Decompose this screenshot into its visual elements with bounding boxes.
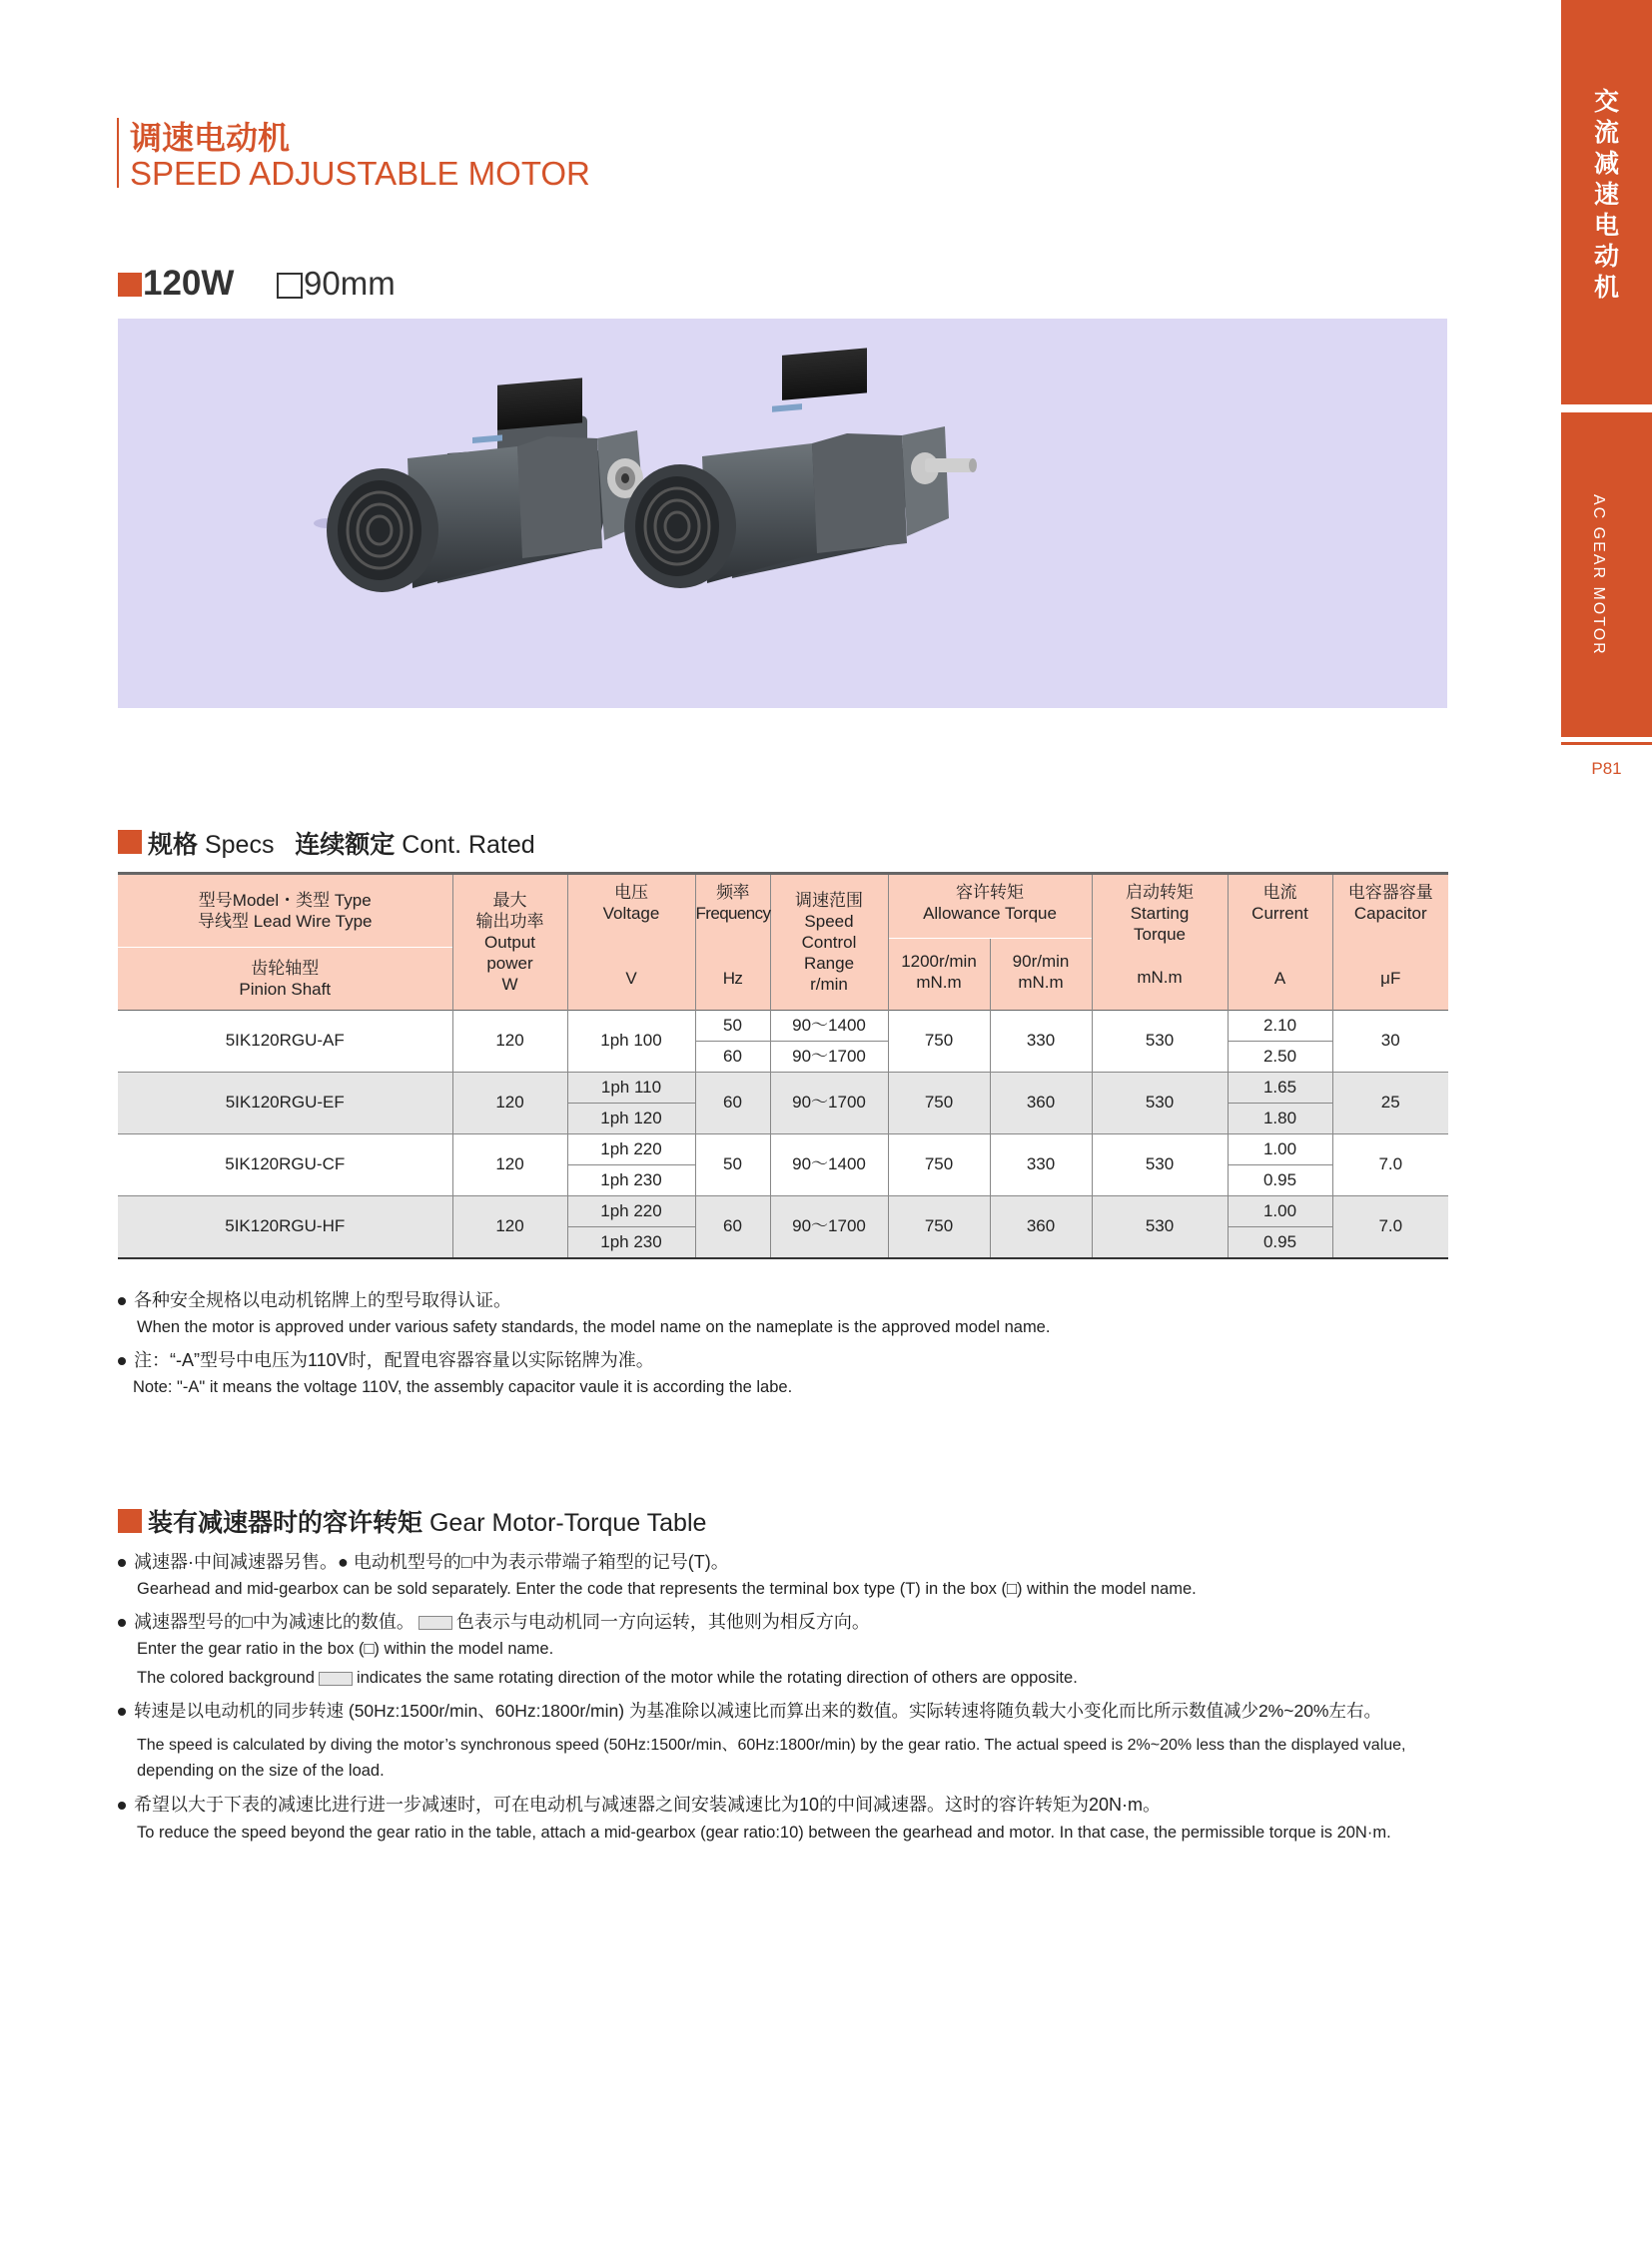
cell-power: 120 <box>452 1072 567 1133</box>
note-2-en: Note: "-A" it means the voltage 110V, the assembly capacitor vaule it is according the labe. <box>133 1378 793 1396</box>
specs-table <box>118 872 1448 1259</box>
cell-torque-90: 330 <box>990 1010 1092 1072</box>
header-allowance-torque: 容许转矩 Allowance Torque <box>888 874 1092 939</box>
cell-current: 2.50 <box>1228 1041 1332 1072</box>
page-title-en: SPEED ADJUSTABLE MOTOR <box>130 155 590 192</box>
cell-current: 2.10 <box>1228 1010 1332 1041</box>
header-starting-torque: 启动转矩 Starting Torque mN.m <box>1092 874 1228 1011</box>
cell-frequency: 60 <box>695 1072 770 1133</box>
cell-frequency: 60 <box>695 1195 770 1258</box>
cell-capacitor: 7.0 <box>1332 1195 1448 1258</box>
cell-speed-range: 90～1400 <box>770 1010 888 1041</box>
cell-model: 5IK120RGU-EF <box>118 1072 452 1133</box>
product-photos <box>118 319 1447 708</box>
gear-note-3-en-1: The speed is calculated by diving the motor’s synchronous speed (50Hz:1500r/min、60Hz:1800r/min) by the gear ratio. The actual speed is 2%~20% less than the displayed value, <box>137 1737 1406 1754</box>
bullet-icon <box>118 1297 126 1305</box>
cell-voltage: 1ph 230 <box>567 1164 695 1195</box>
cell-speed-range: 90～1700 <box>770 1195 888 1258</box>
gear-note-1-cn: 减速器·中间减速器另售。● 电动机型号的□中为表示带端子箱型的记号(T)。 <box>118 1548 729 1574</box>
title-accent-bar <box>117 118 119 188</box>
gear-note-2-cn: 减速器型号的□中为减速比的数值。 色表示与电动机同一方向运转，其他则为相反方向。 <box>118 1608 870 1634</box>
product-photo-panel <box>118 319 1447 708</box>
cell-current: 0.95 <box>1228 1226 1332 1258</box>
sidebar-category-en: AC GEAR MOTOR <box>1590 494 1607 656</box>
cell-speed-range: 90～1700 <box>770 1072 888 1133</box>
gear-note-2-en-2: The colored background indicates the same rotating direction of the motor while the rotating direction of others are opposite. <box>137 1669 1078 1687</box>
bullet-icon <box>118 1708 126 1716</box>
cell-model: 5IK120RGU-AF <box>118 1010 452 1072</box>
colored-background-swatch <box>319 1672 353 1686</box>
section-square-icon <box>118 1509 142 1533</box>
gear-note-3-en-2: depending on the size of the load. <box>137 1762 385 1780</box>
cell-current: 1.80 <box>1228 1103 1332 1133</box>
cell-voltage: 1ph 100 <box>567 1010 695 1072</box>
cell-torque-1200: 750 <box>888 1010 990 1072</box>
header-voltage: 电压 Voltage V <box>567 874 695 1011</box>
cell-power: 120 <box>452 1010 567 1072</box>
header-pinion-shaft: 齿轮轴型 Pinion Shaft <box>118 947 452 1010</box>
bullet-icon <box>118 1357 126 1365</box>
cell-model: 5IK120RGU-HF <box>118 1195 452 1258</box>
cell-voltage: 1ph 220 <box>567 1195 695 1226</box>
cell-torque-90: 330 <box>990 1133 1092 1195</box>
gear-note-3-cn: 转速是以电动机的同步转速 (50Hz:1500r/min、60Hz:1800r/min) 为基准除以减速比而算出来的数值。实际转速将随负载大小变化而比所示数值减少2%~20%左右。 <box>118 1698 1381 1723</box>
sidebar-category-cn: 交 流 减 速 电 动 机 <box>1593 87 1619 302</box>
cell-torque-1200: 750 <box>888 1133 990 1195</box>
cell-starting-torque: 530 <box>1092 1133 1228 1195</box>
header-torque-1200-cell: 1200r/min mN.m <box>888 947 990 1010</box>
gear-note-1-en: Gearhead and mid-gearbox can be sold separately. Enter the code that represents the terminal box type (T) in the box (□) within the model name. <box>137 1580 1197 1598</box>
header-torque-90 <box>990 939 1092 948</box>
header-speed-range: 调速范围 Speed Control Range r/min <box>770 874 888 1011</box>
header-capacitor: 电容器容量 Capacitor μF <box>1332 874 1448 1011</box>
cell-power: 120 <box>452 1195 567 1258</box>
table-row <box>118 1072 1448 1103</box>
cell-speed-range: 90～1400 <box>770 1133 888 1195</box>
cell-model: 5IK120RGU-CF <box>118 1133 452 1195</box>
gear-note-4-cn: 希望以大于下表的减速比进行进一步减速时，可在电动机与减速器之间安装减速比为10的中间减速器。这时的容许转矩为20N·m。 <box>118 1791 1161 1817</box>
cell-frequency: 50 <box>695 1010 770 1041</box>
cell-power: 120 <box>452 1133 567 1195</box>
cell-frequency: 60 <box>695 1041 770 1072</box>
cell-current: 1.65 <box>1228 1072 1332 1103</box>
cell-current: 1.00 <box>1228 1195 1332 1226</box>
cell-starting-torque: 530 <box>1092 1195 1228 1258</box>
cell-current: 1.00 <box>1228 1133 1332 1164</box>
cell-capacitor: 30 <box>1332 1010 1448 1072</box>
cell-starting-torque: 530 <box>1092 1010 1228 1072</box>
cell-torque-1200: 750 <box>888 1072 990 1133</box>
cell-capacitor: 25 <box>1332 1072 1448 1133</box>
colored-background-swatch <box>418 1616 452 1630</box>
cell-frequency: 50 <box>695 1133 770 1195</box>
bullet-icon <box>118 1619 126 1627</box>
page-title-cn: 调速电动机 <box>130 119 291 157</box>
table-row <box>118 1133 1448 1164</box>
cell-torque-90: 360 <box>990 1195 1092 1258</box>
bullet-icon <box>118 1802 126 1810</box>
note-1-en: When the motor is approved under various safety standards, the model name on the nameplate is the approved model name. <box>137 1318 1051 1336</box>
cell-voltage: 1ph 220 <box>567 1133 695 1164</box>
header-torque-90-cell: 90r/min mN.m <box>990 947 1092 1010</box>
header-model: 型号Model・类型 Type 导线型 Lead Wire Type <box>118 874 452 948</box>
note-1-cn: 各种安全规格以电动机铭牌上的型号取得认证。 <box>118 1286 511 1312</box>
cell-capacitor: 7.0 <box>1332 1133 1448 1195</box>
motor-photo-shaft <box>624 348 977 588</box>
power-rating: 120W <box>143 264 235 303</box>
frame-square-icon <box>277 273 303 299</box>
sidebar-divider <box>1561 742 1652 745</box>
bullet-square-icon <box>118 273 142 297</box>
section-square-icon <box>118 830 142 854</box>
table-row <box>118 1195 1448 1226</box>
gear-section-heading: 装有减速器时的容许转矩 Gear Motor-Torque Table <box>148 1508 707 1537</box>
header-current: 电流 Current A <box>1228 874 1332 1011</box>
bullet-icon <box>118 1559 126 1567</box>
header-frequency: 频率 Frequency Hz <box>695 874 770 1011</box>
table-row <box>118 1010 1448 1041</box>
frame-size: 90mm <box>304 265 396 302</box>
cell-torque-1200: 750 <box>888 1195 990 1258</box>
cell-speed-range: 90～1700 <box>770 1041 888 1072</box>
header-torque-1200 <box>888 939 990 948</box>
header-power: 最大 输出功率 Output power W <box>452 874 567 1011</box>
cell-voltage: 1ph 230 <box>567 1226 695 1258</box>
cell-current: 0.95 <box>1228 1164 1332 1195</box>
gear-note-4-en: To reduce the speed beyond the gear ratio in the table, attach a mid-gearbox (gear ratio:10) between the gearhead and motor. In that case, the permissible torque is 20N·m. <box>137 1824 1391 1842</box>
note-2-cn: 注：“-A”型号中电压为110V时，配置电容器容量以实际铭牌为准。 <box>118 1346 654 1372</box>
gear-note-2-en-1: Enter the gear ratio in the box (□) within the model name. <box>137 1640 554 1658</box>
cell-torque-90: 360 <box>990 1072 1092 1133</box>
cell-voltage: 1ph 120 <box>567 1103 695 1133</box>
page-number: P81 <box>1591 759 1622 778</box>
specs-heading: 规格 Specs 连续额定 Cont. Rated <box>148 830 535 859</box>
cell-starting-torque: 530 <box>1092 1072 1228 1133</box>
cell-voltage: 1ph 110 <box>567 1072 695 1103</box>
